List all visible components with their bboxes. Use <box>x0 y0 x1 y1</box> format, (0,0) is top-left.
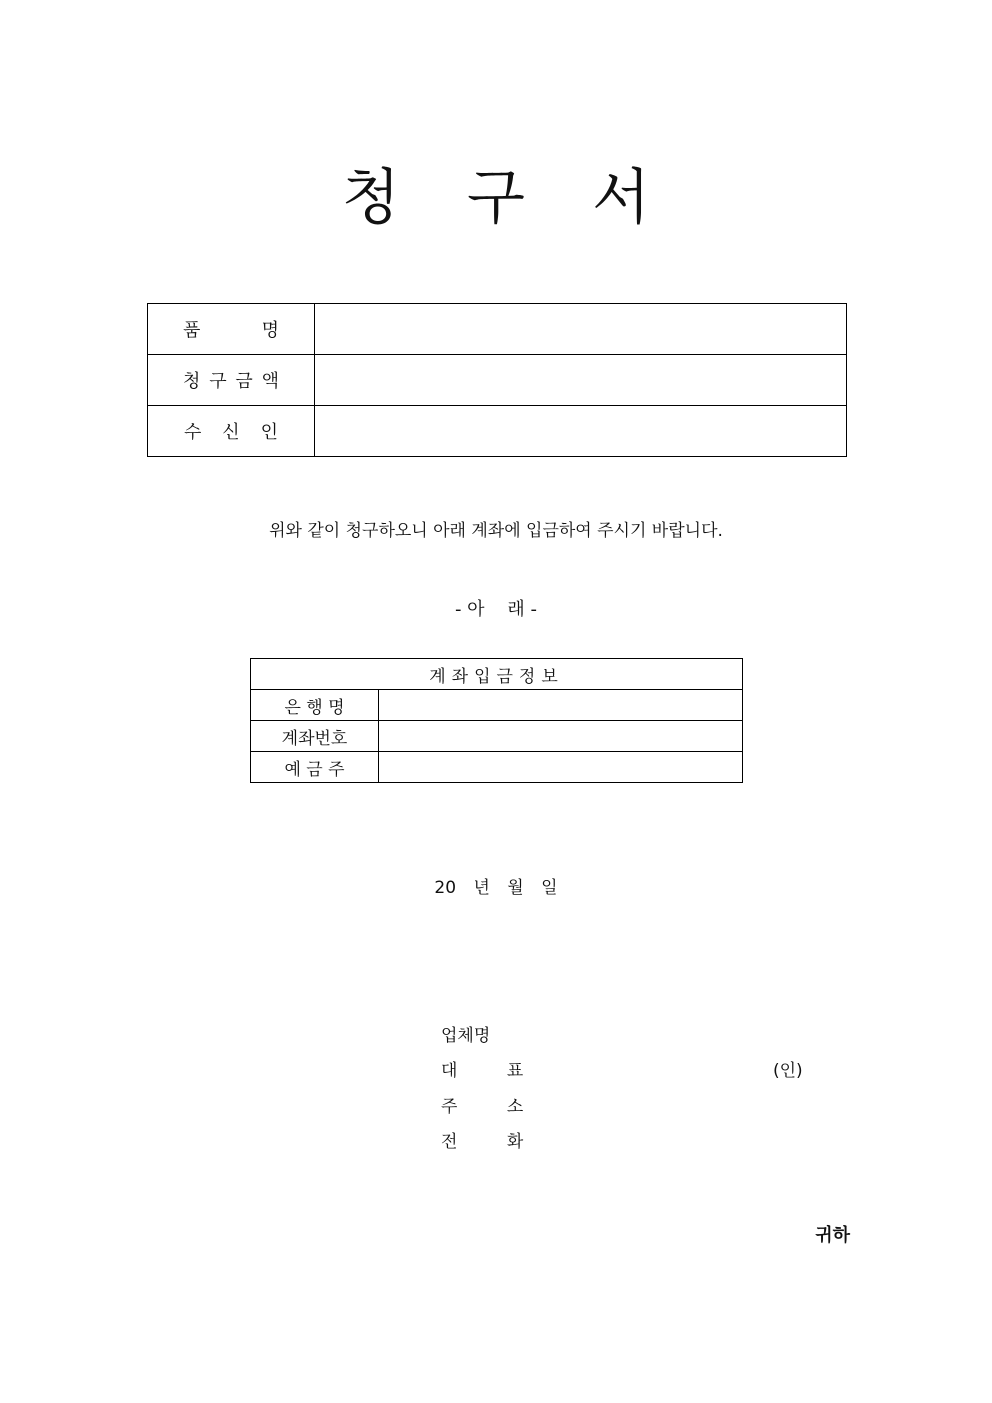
account-value-holder[interactable] <box>379 752 743 783</box>
account-row-bank <box>251 690 743 721</box>
title-char-1: 청 <box>341 163 400 233</box>
document-title <box>0 150 992 236</box>
info-row-item-name <box>148 304 847 355</box>
title-char-3: 서 <box>592 163 651 233</box>
account-table <box>250 658 743 783</box>
date-year: 년 <box>473 878 490 898</box>
signature-address: 주 소 <box>441 1097 546 1117</box>
account-value-number[interactable] <box>379 721 743 752</box>
title-char-2: 구 <box>467 163 525 233</box>
info-value-recipient[interactable] <box>315 406 847 457</box>
info-label-amount: 청 구 금 액 <box>148 355 315 406</box>
info-value-item-name[interactable] <box>315 304 847 355</box>
below-heading: - 아 래 - <box>454 599 538 620</box>
account-header-row <box>251 659 743 690</box>
info-value-amount[interactable] <box>315 355 847 406</box>
signature-phone: 전 화 <box>441 1132 546 1152</box>
account-value-bank[interactable] <box>379 690 743 721</box>
request-sentence: 위와 같이 청구하오니 아래 계좌에 입금하여 주시기 바랍니다. <box>269 521 723 541</box>
account-label-number: 계좌번호 <box>251 721 379 752</box>
account-row-number <box>251 721 743 752</box>
signature-company: 업체명 <box>441 1026 491 1046</box>
seal-mark: (인) <box>773 1061 803 1081</box>
info-row-amount <box>148 355 847 406</box>
date-year-prefix: 20 <box>434 878 457 898</box>
info-label-item-name: 품 명 <box>148 304 315 355</box>
info-row-recipient <box>148 406 847 457</box>
account-label-bank: 은 행 명 <box>251 690 379 721</box>
account-row-holder <box>251 752 743 783</box>
date-month: 월 <box>507 878 524 898</box>
account-label-holder: 예 금 주 <box>251 752 379 783</box>
info-label-recipient: 수 신 인 <box>148 406 315 457</box>
closing-text: 귀하 <box>815 1225 850 1246</box>
account-table-header: 계좌입금정보 <box>251 659 743 690</box>
info-table <box>147 303 847 457</box>
date-line <box>0 873 992 898</box>
signature-representative: 대 표 <box>441 1061 546 1081</box>
date-day: 일 <box>541 878 558 898</box>
